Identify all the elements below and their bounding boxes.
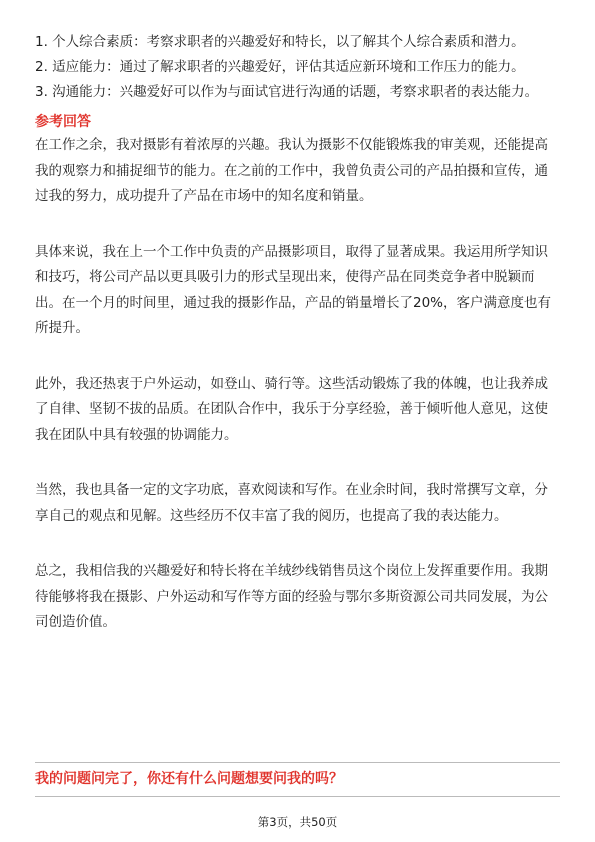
reference-answer-title: 参考回答 xyxy=(35,114,91,130)
quality-item-2: 2. 适应能力：通过了解求职者的兴趣爱好，评估其适应新环境和工作压力的能力。 xyxy=(35,59,525,75)
answer-paragraph-3: 此外，我还热衷于户外运动，如登山、骑行等。这些活动锻炼了我的体魄，也让我养成了自律、坚韧不拔的品质。在团队合作中，我乐于分享经验，善于倾听他人意见，这使我在团队中具有较强的协调能力。 xyxy=(35,375,548,443)
answer-paragraph-5: 总之，我相信我的兴趣爱好和特长将在羊绒纱线销售员这个岗位上发挥重要作用。我期待能够将我在摄影、户外运动和写作等方面的经验与鄂尔多斯资源公司共同发展，为公司创造价值。 xyxy=(35,563,548,630)
quality-item-1: 1. 个人综合素质：考察求职者的兴趣爱好和特长，以了解其个人综合素质和潜力。 xyxy=(35,34,525,50)
answer-paragraph-1: 在工作之余，我对摄影有着浓厚的兴趣。我认为摄影不仅能锻炼我的审美观，还能提高我的观察力和捕捉细节的能力。在之前的工作中，我曾负责公司的产品拍摄和宣传，通过我的努力，成功提升了产品在市场中的知名度和销量。 xyxy=(35,137,548,204)
quality-item-3: 3. 沟通能力：兴趣爱好可以作为与面试官进行沟通的话题，考察求职者的表达能力。 xyxy=(35,84,539,100)
answer-paragraph-2: 具体来说，我在上一个工作中负责的产品摄影项目，取得了显著成果。我运用所学知识和技巧，将公司产品以更具吸引力的形式呈现出来，使得产品在同类竞争者中脱颖而出。在一个月的时间里，通过我的摄影作品，产品的销量增长了20%，客户满意度也有所提升。 xyxy=(35,243,552,336)
closing-question: 我的问题问完了，你还有什么问题想要问我的吗？ xyxy=(35,771,343,787)
answer-paragraph-4: 当然，我也具备一定的文字功底，喜欢阅读和写作。在业余时间，我时常撰写文章，分享自己的观点和见解。这些经历不仅丰富了我的阅历，也提高了我的表达能力。 xyxy=(35,482,548,524)
divider-top xyxy=(35,762,560,763)
page-content xyxy=(35,30,560,636)
divider-bottom xyxy=(35,796,560,797)
page-number: 第3页，共50页 xyxy=(257,815,338,829)
